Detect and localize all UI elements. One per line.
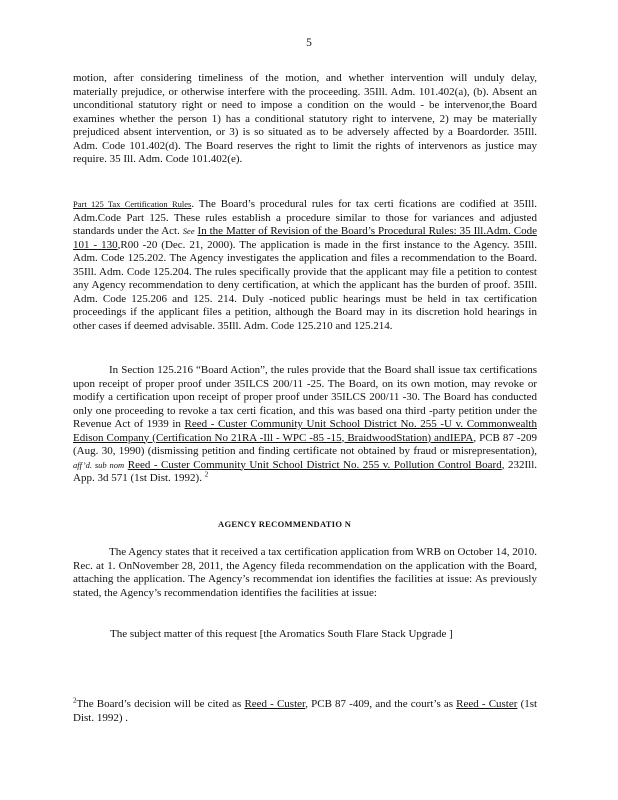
board-action-text-c: , 232Ill. App. 3d 571 (1st Dist. 1992). [73, 458, 538, 484]
footnote-ref-pcb: Reed - Custer [244, 698, 306, 710]
part-125-text-b: ,R00 -20 (Dec. 21, 2000). The application is made in the first instance to the Agency. 35Ill. Adm. Code 125.202. The Agency investigates the application and files a recommendation to the Board. 35Ill. Adm. Code 125.204. The rules specifically provide that the applicant may file a petition to contest any Agency recommendation to deny certification, at which the applicant has the burden of proof. 35Ill. Adm. Code 125.206 and 125. 214. Duly -noticed public hearings must be held in tax certification proceedings if the applicant files a petition, although the Board may in its discretion hold hearings in other cases if deemed advisable. 35Ill. Adm. Code 125.210 and 125.214. [73, 238, 537, 332]
affd-signal: aff’d. sub nom [73, 459, 125, 470]
footnote-text-c: (1st Dist. 1992) . [73, 698, 538, 724]
board-action-text-b: , PCB 87 -209 (Aug. 30, 1990) (dismissing petition and finding certificate not obtained by fraud or misrepresentation), [73, 431, 537, 457]
board-action-text-a: In Section 125.216 “Board Action”, the rules provide that the Board shall issue tax certifications upon receipt of proper proof under 35ILCS 200/11 -25. The Board, on its own motion, may revoke or modify a certification upon receipt of proper proof under 35ILCS 200/11 -30. The Board has conducted only one proceeding to revoke a tax certi fication, and this was based ona third -party petition under the Revenue Act of 1939 in [73, 364, 537, 430]
paragraph-board-action [73, 364, 537, 486]
part-125-text-a: . The Board’s procedural rules for tax certi fications are codified at 35Ill. Adm.Code Part 125. These rules establish a procedure similar to those for variances and adjusted standards under the Act. [73, 198, 537, 237]
page-number: 5 [306, 37, 312, 49]
see-signal: See [182, 226, 195, 236]
subject-matter-line: The subject matter of this request [the Aromatics South Flare Stack Upgrade ] [110, 628, 453, 640]
case-reed-custer-ce: Reed - Custer Community Unit School District No. 255 -U v. Commonwealth Edison Company (Certification No 21RA -Ill - WPC -85 -15, BraidwoodStation) andIEPA [73, 418, 537, 444]
case-title-procedural-rules: In the Matter of Revision of the Board’s Procedural Rules: 35 Ill.Adm. Code 101 - 130 [73, 225, 537, 251]
footnote-ref: 2 [204, 470, 209, 479]
paragraph-intervention: motion, after considering timeliness of the motion, and whether intervention will unduly delay, materially prejudice, or otherwise interfere with the proceeding. 35Ill. Adm. 101.402(a), (b). Absent an unconditional statutory right or need to impose a condition on the would - be intervenor,the Board examines whether the person 1) has a conditional statutory right to intervene, 2) may be materially prejudiced absent intervention, or 3) is so situated as to be adversely affected by a Boardorder. 35Ill. Adm. Code 101.402(d). The Board reserves the right to limit the rights of intervenors as justice may require. 35 Ill. Adm. Code 101.402(e). [73, 72, 537, 165]
agency-recommendation-text: The Agency states that it received a tax certification application from WRB on October 14, 2010. Rec. at 1. OnNovember 28, 2011, the Agency fileda recommendation on the application with the Board, attaching the application. The Agency’s recommendat ion identifies the facilities at issue: As previously stated, the Agency’s recommendation identifies the facilities at issue: [73, 546, 537, 599]
part-125-heading: Part 125 Tax Certification Rules [73, 199, 192, 209]
footnote-text-b: , PCB 87 -409, and the court’s as [305, 698, 454, 710]
footnote-marker: 2 [73, 696, 77, 705]
footnote [73, 698, 537, 725]
paragraph-part-125 [73, 198, 537, 333]
case-reed-custer-pcb: Reed - Custer Community Unit School District No. 255 v. Pollution Control Board [127, 458, 502, 471]
paragraph-agency-recommendation [73, 546, 537, 600]
section-heading: AGENCY RECOMMENDATIO N [218, 519, 352, 529]
footnote-ref-court: Reed - Custer [456, 698, 518, 710]
footnote-text-a: The Board’s decision will be cited as [76, 698, 242, 710]
